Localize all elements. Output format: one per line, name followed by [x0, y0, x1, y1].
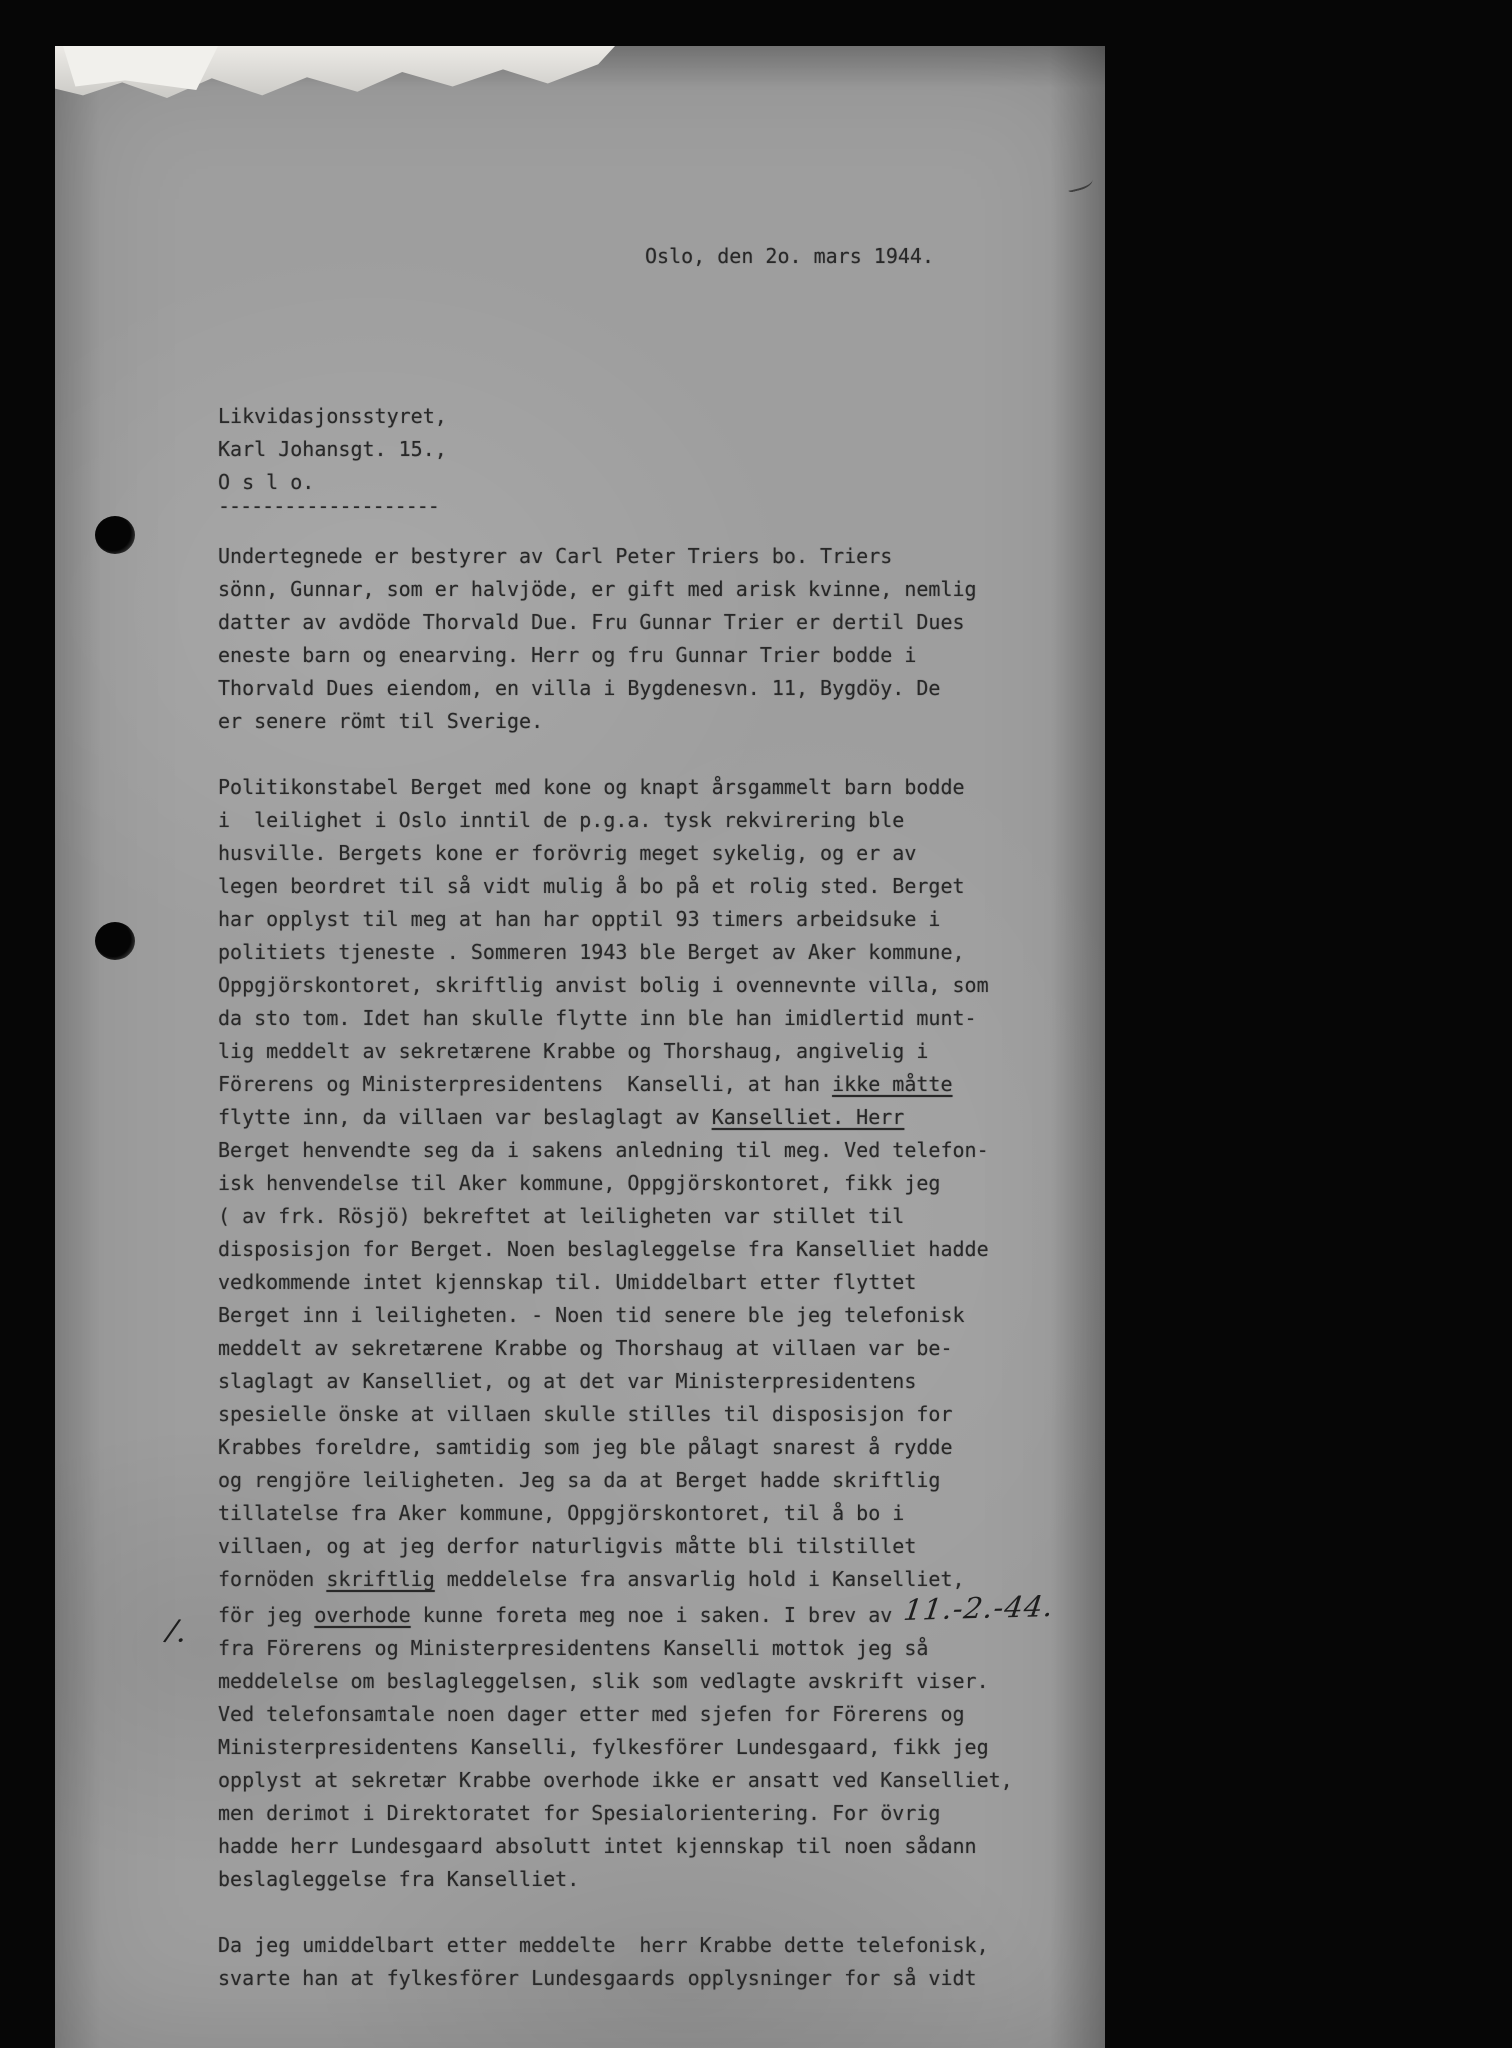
- typewritten-line: tillatelse fra Aker kommune, Oppgjörskontoret, til å bo i: [218, 1501, 905, 1525]
- typewritten-line: fra Förerens og Ministerpresidentens Kanselli mottok jeg så: [218, 1636, 929, 1660]
- paragraph: [218, 771, 1057, 1896]
- recipient-line-1: Likvidasjonsstyret,: [218, 404, 447, 428]
- typewritten-line: Politikonstabel Berget med kone og knapt årsgammelt barn bodde: [218, 775, 965, 799]
- typewritten-line: Undertegnede er bestyrer av Carl Peter Triers bo. Triers: [218, 544, 893, 568]
- punch-hole-bottom: [95, 922, 135, 960]
- typewritten-line: meddelelse om beslagleggelsen, slik som vedlagte avskrift viser.: [218, 1669, 989, 1693]
- typewritten-line: ( av frk. Rösjö) bekreftet at leiligheten var stillet til: [218, 1204, 905, 1228]
- typewritten-line: er senere römt til Sverige.: [218, 709, 544, 733]
- typewritten-line: villaen, og at jeg derfor naturligvis måtte bli tilstillet: [218, 1534, 917, 1558]
- recipient-line-2: Karl Johansgt. 15.,: [218, 437, 447, 461]
- typewritten-line: har opplyst til meg at han har opptil 93 timers arbeidsuke i: [218, 907, 941, 931]
- typewritten-line: Förerens og Ministerpresidentens Kanselli, at han ikke måtte: [218, 1072, 953, 1096]
- typewritten-line: svarte han at fylkesförer Lundesgaards opplysninger for så vidt: [218, 1966, 977, 1990]
- typewritten-line: husville. Bergets kone er forövrig meget sykelig, og er av: [218, 841, 917, 865]
- handwritten-margin-mark: /.: [164, 1612, 189, 1651]
- typewritten-line: Oppgjörskontoret, skriftlig anvist bolig i ovennevnte villa, som: [218, 973, 989, 997]
- typewritten-line: Ved telefonsamtale noen dager etter med sjefen for Förerens og: [218, 1702, 965, 1726]
- letter-body: [218, 540, 1057, 1995]
- typewritten-line: Da jeg umiddelbart etter meddelte herr Krabbe dette telefonisk,: [218, 1933, 989, 1957]
- typewritten-line: fornöden skriftlig meddelelse fra ansvarlig hold i Kanselliet,: [218, 1567, 965, 1591]
- recipient-line-3: O s l o.: [218, 470, 315, 494]
- typewritten-line: spesielle önske at villaen skulle stilles til disposisjon for: [218, 1402, 953, 1426]
- typewritten-line: Ministerpresidentens Kanselli, fylkesförer Lundesgaard, fikk jeg: [218, 1735, 989, 1759]
- typewritten-line: slaglagt av Kanselliet, og at det var Ministerpresidentens: [218, 1369, 917, 1393]
- paragraph: [218, 540, 1054, 738]
- typewritten-line: sönn, Gunnar, som er halvjöde, er gift med arisk kvinne, nemlig: [218, 577, 977, 601]
- typewritten-line: hadde herr Lundesgaard absolutt intet kjennskap til noen sådann: [218, 1834, 977, 1858]
- paragraph: [218, 1929, 1054, 1995]
- typewritten-line: opplyst at sekretær Krabbe overhode ikke er ansatt ved Kanselliet,: [218, 1768, 1013, 1792]
- typewritten-line: för jeg overhode kunne foreta meg noe i saken. I brev av 11.-2.-44.: [218, 1589, 1057, 1627]
- date-line: Oslo, den 2o. mars 1944.: [645, 244, 934, 268]
- typewritten-line: Berget inn i leiligheten. - Noen tid senere ble jeg telefonisk: [218, 1303, 965, 1327]
- typewritten-line: i leilighet i Oslo inntil de p.g.a. tysk rekvirering ble: [218, 808, 905, 832]
- typewritten-line: politiets tjeneste . Sommeren 1943 ble Berget av Aker kommune,: [218, 940, 965, 964]
- typewritten-line: vedkommende intet kjennskap til. Umiddelbart etter flyttet: [218, 1270, 917, 1294]
- typewritten-line: men derimot i Direktoratet for Spesialorientering. For övrig: [218, 1801, 941, 1825]
- typewritten-line: legen beordret til så vidt mulig å bo på et rolig sted. Berget: [218, 874, 965, 898]
- typewritten-line: beslagleggelse fra Kanselliet.: [218, 1867, 580, 1891]
- typewritten-line: isk henvendelse til Aker kommune, Oppgjörskontoret, fikk jeg: [218, 1171, 941, 1195]
- typewritten-line: lig meddelt av sekretærene Krabbe og Thorshaug, angivelig i: [218, 1039, 929, 1063]
- typewritten-line: Krabbes foreldre, samtidig som jeg ble pålagt snarest å rydde: [218, 1435, 953, 1459]
- recipient-underline: --------------------: [218, 494, 439, 518]
- typewritten-line: eneste barn og enearving. Herr og fru Gunnar Trier bodde i: [218, 643, 917, 667]
- typewritten-line: Berget henvendte seg da i sakens anledning til meg. Ved telefon-: [218, 1138, 989, 1162]
- recipient-block: [218, 400, 447, 523]
- typewritten-line: meddelt av sekretærene Krabbe og Thorshaug at villaen var be-: [218, 1336, 953, 1360]
- pen-mark: [1066, 175, 1094, 193]
- handwritten-date: 11.-2.-44.: [901, 1589, 1057, 1627]
- scanned-letter-page: [55, 46, 1105, 2048]
- typewritten-line: Thorvald Dues eiendom, en villa i Bygdenesvn. 11, Bygdöy. De: [218, 676, 941, 700]
- typewritten-line: da sto tom. Idet han skulle flytte inn ble han imidlertid munt-: [218, 1006, 977, 1030]
- typewritten-line: flytte inn, da villaen var beslaglagt av Kanselliet. Herr: [218, 1105, 905, 1129]
- punch-hole-top: [95, 516, 135, 554]
- typewritten-line: datter av avdöde Thorvald Due. Fru Gunnar Trier er dertil Dues: [218, 610, 965, 634]
- typewritten-line: og rengjöre leiligheten. Jeg sa da at Berget hadde skriftlig: [218, 1468, 941, 1492]
- typewritten-line: disposisjon for Berget. Noen beslagleggelse fra Kanselliet hadde: [218, 1237, 989, 1261]
